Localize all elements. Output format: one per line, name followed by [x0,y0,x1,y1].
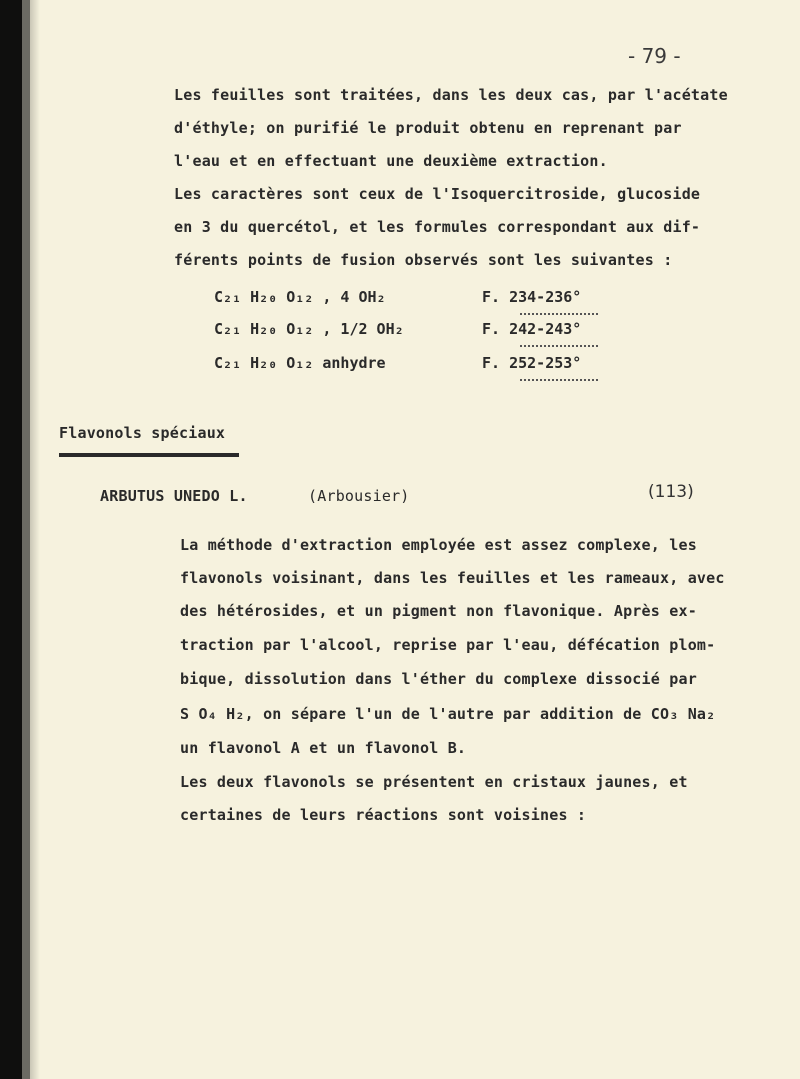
species-name: ARBUTUS UNEDO L. [100,487,248,505]
paragraph1-line: férents points de fusion observés sont les suivantes : [174,251,673,269]
paragraph1-line: l'eau et en effectuant une deuxième extraction. [174,152,608,170]
paragraph2-line: un flavonol A et un flavonol B. [180,739,467,757]
heading-underline [59,453,239,457]
paragraph2-line: bique, dissolution dans l'éther du complexe dissocié par [180,670,697,688]
common-name: (Arbousier) [308,487,410,505]
paragraph2-line: des hétérosides, et un pigment non flavonique. Après ex- [180,602,697,620]
melting-point: F. 252-253° [482,354,582,372]
paragraph2-line: S O₄ H₂, on sépare l'un de l'autre par addition de CO₃ Na₂ [180,705,716,723]
reference-number: (113) [648,482,694,502]
melting-point: F. 234-236° [482,288,582,306]
page-gutter-shadow [30,0,40,1079]
book-binding [0,0,22,1079]
formula-hydrate-half: C₂₁ H₂₀ O₁₂ , 1/2 OH₂ [214,320,404,338]
paragraph2-line: flavonols voisinant, dans les feuilles et les rameaux, avec [180,569,725,587]
paragraph1-line: Les feuilles sont traitées, dans les deux cas, par l'acétate [174,86,728,104]
paragraph2-line: certaines de leurs réactions sont voisines : [180,806,587,824]
paragraph2-line: Les deux flavonols se présentent en cristaux jaunes, et [180,773,688,791]
formula-hydrate-4: C₂₁ H₂₀ O₁₂ , 4 OH₂ [214,288,386,306]
paragraph1-line: en 3 du quercétol, et les formules correspondant aux dif- [174,218,701,236]
paragraph1-line: d'éthyle; on purifié le produit obtenu en reprenant par [174,119,682,137]
page-edge [22,0,30,1079]
dotted-underline [520,313,598,315]
dotted-underline [520,379,598,381]
paragraph2-line: traction par l'alcool, reprise par l'eau, défécation plom- [180,636,716,654]
section-heading: Flavonols spéciaux [59,424,226,442]
paragraph2-line: La méthode d'extraction employée est assez complexe, les [180,536,697,554]
formula-anhydrous: C₂₁ H₂₀ O₁₂ anhydre [214,354,386,372]
paragraph1-line: Les caractères sont ceux de l'Isoquercitroside, glucoside [174,185,701,203]
page-number: - 79 - [628,44,681,68]
melting-point: F. 242-243° [482,320,582,338]
dotted-underline [520,345,598,347]
